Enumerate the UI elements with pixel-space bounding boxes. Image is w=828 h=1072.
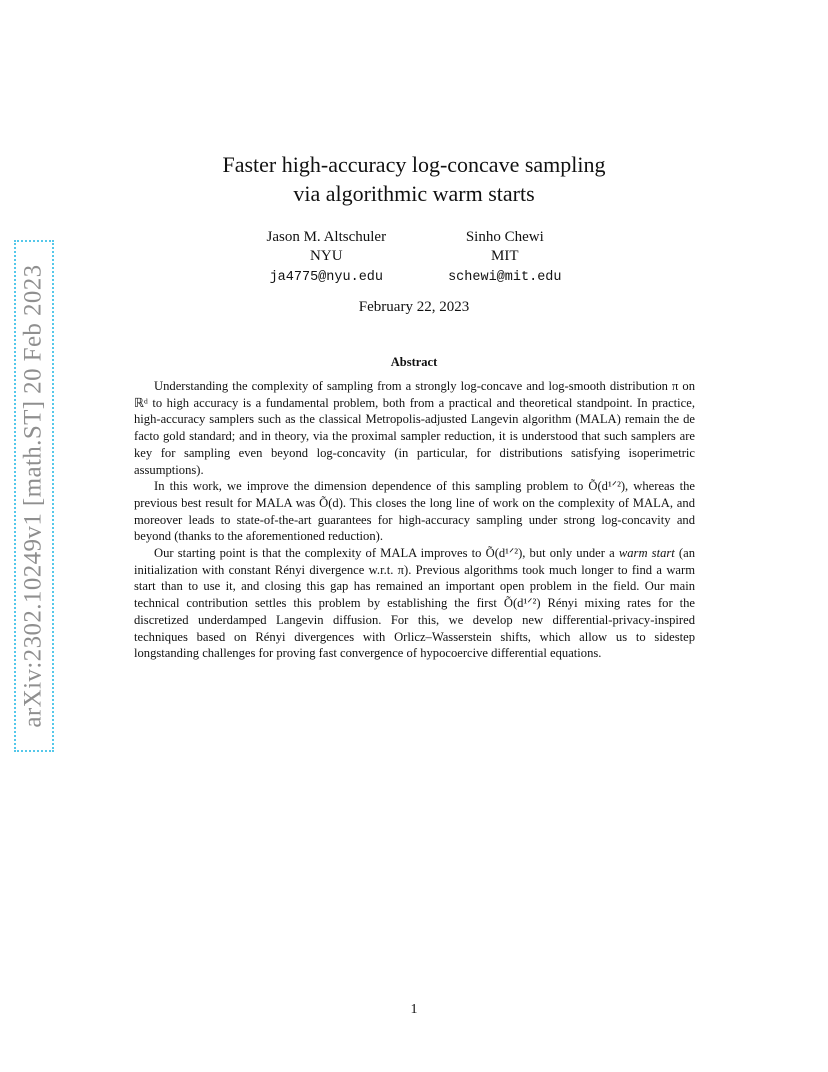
author-name: Sinho Chewi	[465, 229, 544, 245]
publication-date: February 22, 2023	[358, 299, 470, 315]
abstract-heading: Abstract	[390, 355, 438, 369]
abstract-paragraph-2: In this work, we improve the dimension dependence of this sampling problem to Õ(d¹ᐟ²), whereas the previous best result for MALA was Õ(d). This closes the long line of work on the complexity of MALA, and moreover leads to state-of-the-art guarantees for high-accuracy sampling under strong log-concavity and beyond (thanks to the aforementioned reduction).	[134, 479, 695, 544]
warm-start-term: warm start	[618, 546, 675, 561]
abstract-paragraph-3	[134, 545, 695, 662]
author-name: Jason M. Altschuler	[266, 229, 387, 245]
author-affiliation: NYU	[310, 248, 343, 264]
page-number: 1	[410, 1002, 418, 1017]
abstract-paragraph-3-start: Our starting point is that the complexity of MALA improves to Õ(d¹ᐟ²), but only under a	[154, 546, 619, 561]
arxiv-stamp	[14, 240, 54, 752]
author-2	[448, 228, 561, 287]
author-email: ja4775@nyu.edu	[269, 270, 383, 285]
abstract-paragraph-3-end: (an initialization with constant Rényi divergence w.r.t. π). Previous algorithms took much longer to find a warm start than to use it, and closing this gap has remained an important open problem in the field. Our main technical contribution settles this problem by establishing the first Õ(d¹ᐟ²) Rényi mixing rates for the discretized underdamped Langevin diffusion. For this, we develop new differential-privacy-inspired techniques based on Rényi divergences with Orlicz–Wasserstein shifts, which allow us to sidestep longstanding challenges for proving fast convergence of hypocoercive differential equations.	[134, 546, 695, 661]
arxiv-identifier: arXiv:2302.10249v1 [math.ST] 20 Feb 2023	[20, 264, 47, 728]
abstract-paragraph-1: Understanding the complexity of sampling from a strongly log-concave and log-smooth distribution π on ℝᵈ to high accuracy is a fundamental problem, both from a practical and theoretical standpoint. In practice, high-accuracy samplers such as the classical Metropolis-adjusted Langevin algorithm (MALA) remain the de facto gold standard; and in theory, via the proximal sampler reduction, it is understood that such samplers are key for sampling even beyond log-concavity (in particular, for distributions satisfying isoperimetric assumptions).	[134, 379, 695, 477]
author-email: schewi@mit.edu	[448, 270, 562, 285]
title-line-1: Faster high-accuracy log-concave sampling	[222, 152, 606, 177]
author-1	[267, 228, 387, 287]
paper-title	[0, 150, 828, 208]
author-affiliation: MIT	[491, 248, 519, 264]
abstract-body	[134, 378, 695, 662]
title-line-2: via algorithmic warm starts	[293, 181, 535, 206]
author-block	[0, 228, 828, 287]
